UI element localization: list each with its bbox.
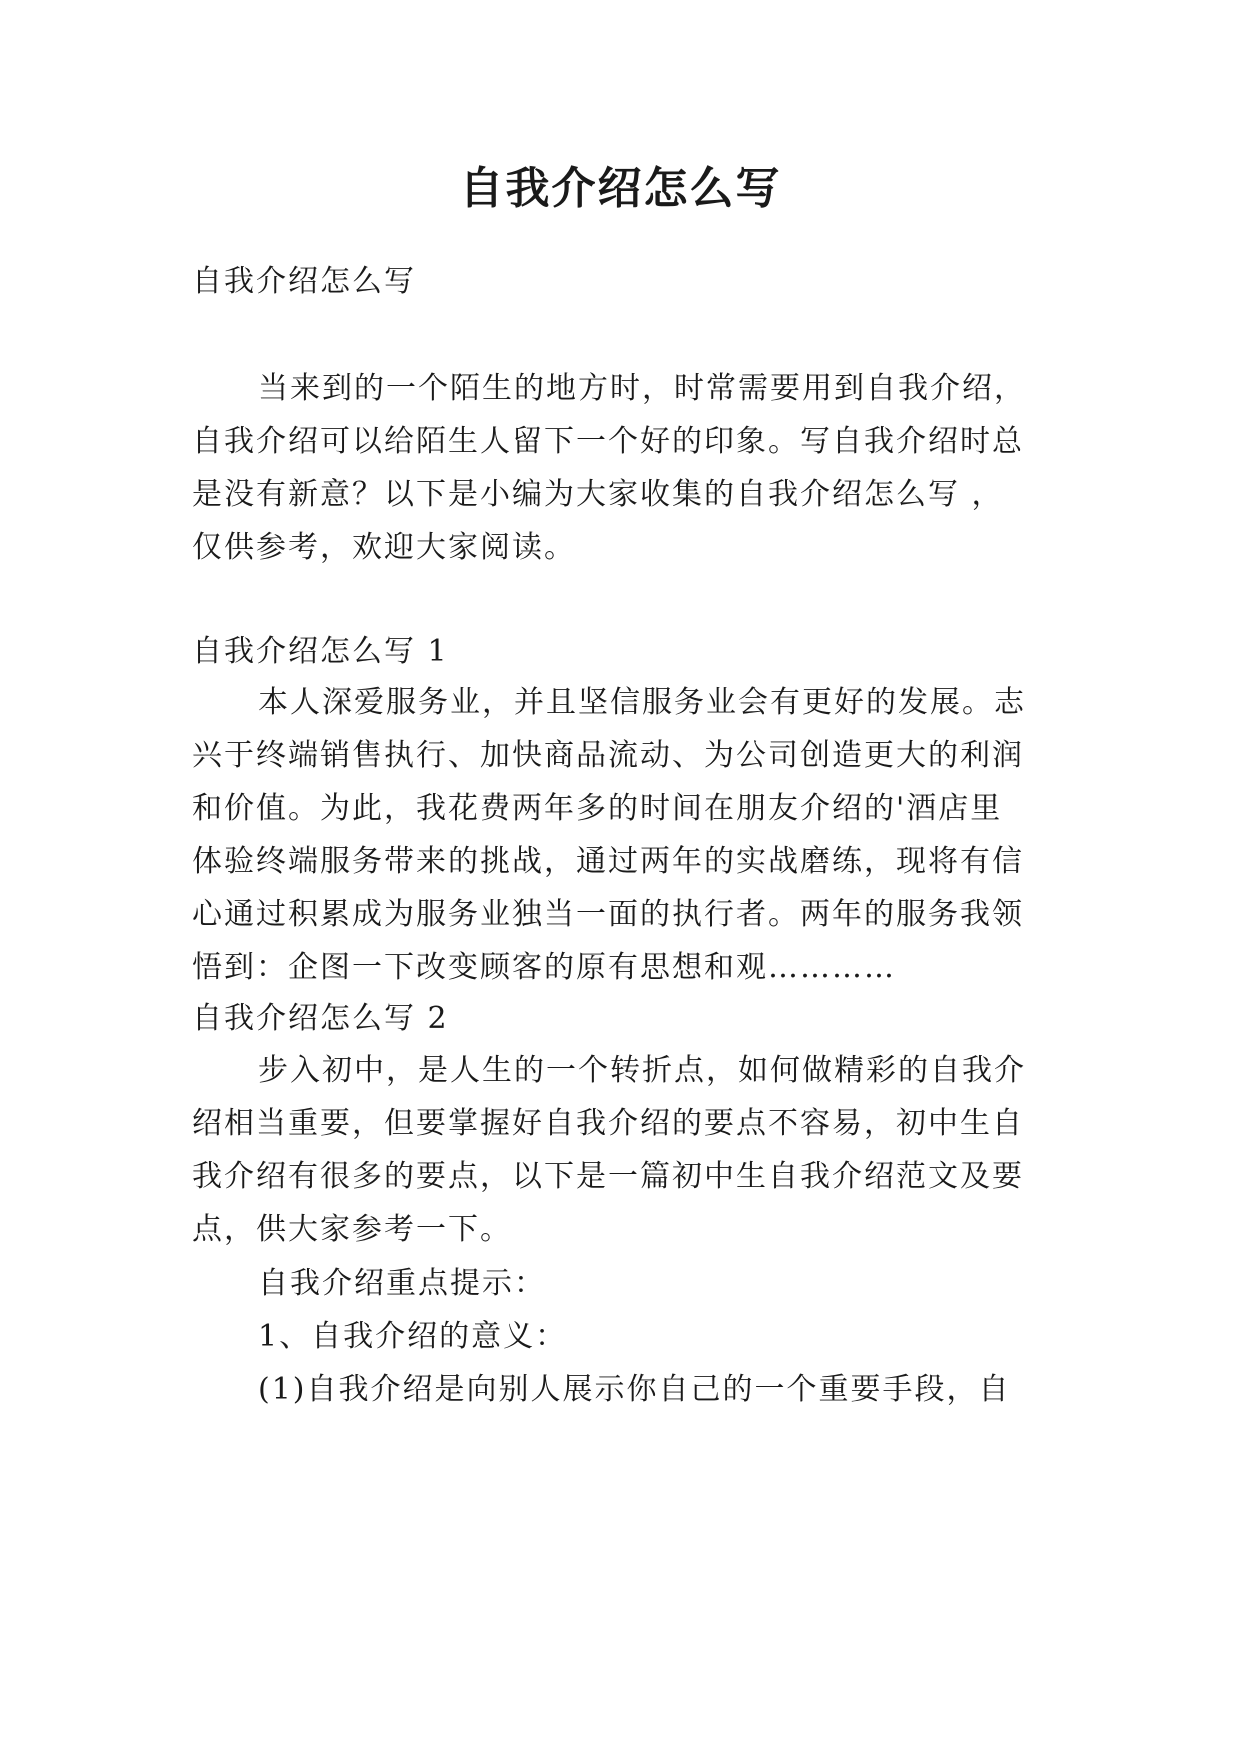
section-line: 兴于终端销售执行、加快商品流动、为公司创造更大的利润	[192, 738, 1024, 773]
section-line: 我介绍有很多的要点，以下是一篇初中生自我介绍范文及要	[192, 1159, 1024, 1194]
section-line: 步入初中，是人生的一个转折点，如何做精彩的自我介	[258, 1053, 1026, 1088]
section-line: 绍相当重要，但要掌握好自我介绍的要点不容易，初中生自	[192, 1106, 1024, 1141]
intro-line: 仅供参考，欢迎大家阅读。	[192, 530, 576, 565]
section-line: 体验终端服务带来的挑战，通过两年的实战磨练，现将有信	[192, 844, 1024, 879]
section-line: 心通过积累成为服务业独当一面的执行者。两年的服务我领	[192, 897, 1024, 932]
section-heading: 自我介绍怎么写 1	[192, 634, 449, 669]
section-line: 点，供大家参考一下。	[192, 1212, 512, 1247]
intro-line: 当来到的一个陌生的地方时，时常需要用到自我介绍，	[258, 371, 1026, 406]
point-heading: 1、自我介绍的意义：	[258, 1319, 568, 1354]
section-line: 悟到：企图一下改变顾客的原有思想和观…………	[192, 950, 896, 985]
section-line: 本人深爱服务业，并且坚信服务业会有更好的发展。志	[258, 685, 1026, 720]
document-subtitle: 自我介绍怎么写	[192, 264, 416, 299]
section-heading: 自我介绍怎么写 2	[192, 1001, 449, 1036]
point-line: (1)自我介绍是向别人展示你自己的一个重要手段，自	[258, 1372, 1011, 1407]
section-line: 和价值。为此，我花费两年多的时间在朋友介绍的'酒店里	[192, 791, 1003, 826]
tips-heading: 自我介绍重点提示：	[258, 1266, 546, 1301]
document-title: 自我介绍怎么写	[459, 163, 782, 214]
intro-line: 是没有新意？以下是小编为大家收集的自我介绍怎么写 ，	[192, 477, 1004, 512]
intro-line: 自我介绍可以给陌生人留下一个好的印象。写自我介绍时总	[192, 424, 1024, 459]
